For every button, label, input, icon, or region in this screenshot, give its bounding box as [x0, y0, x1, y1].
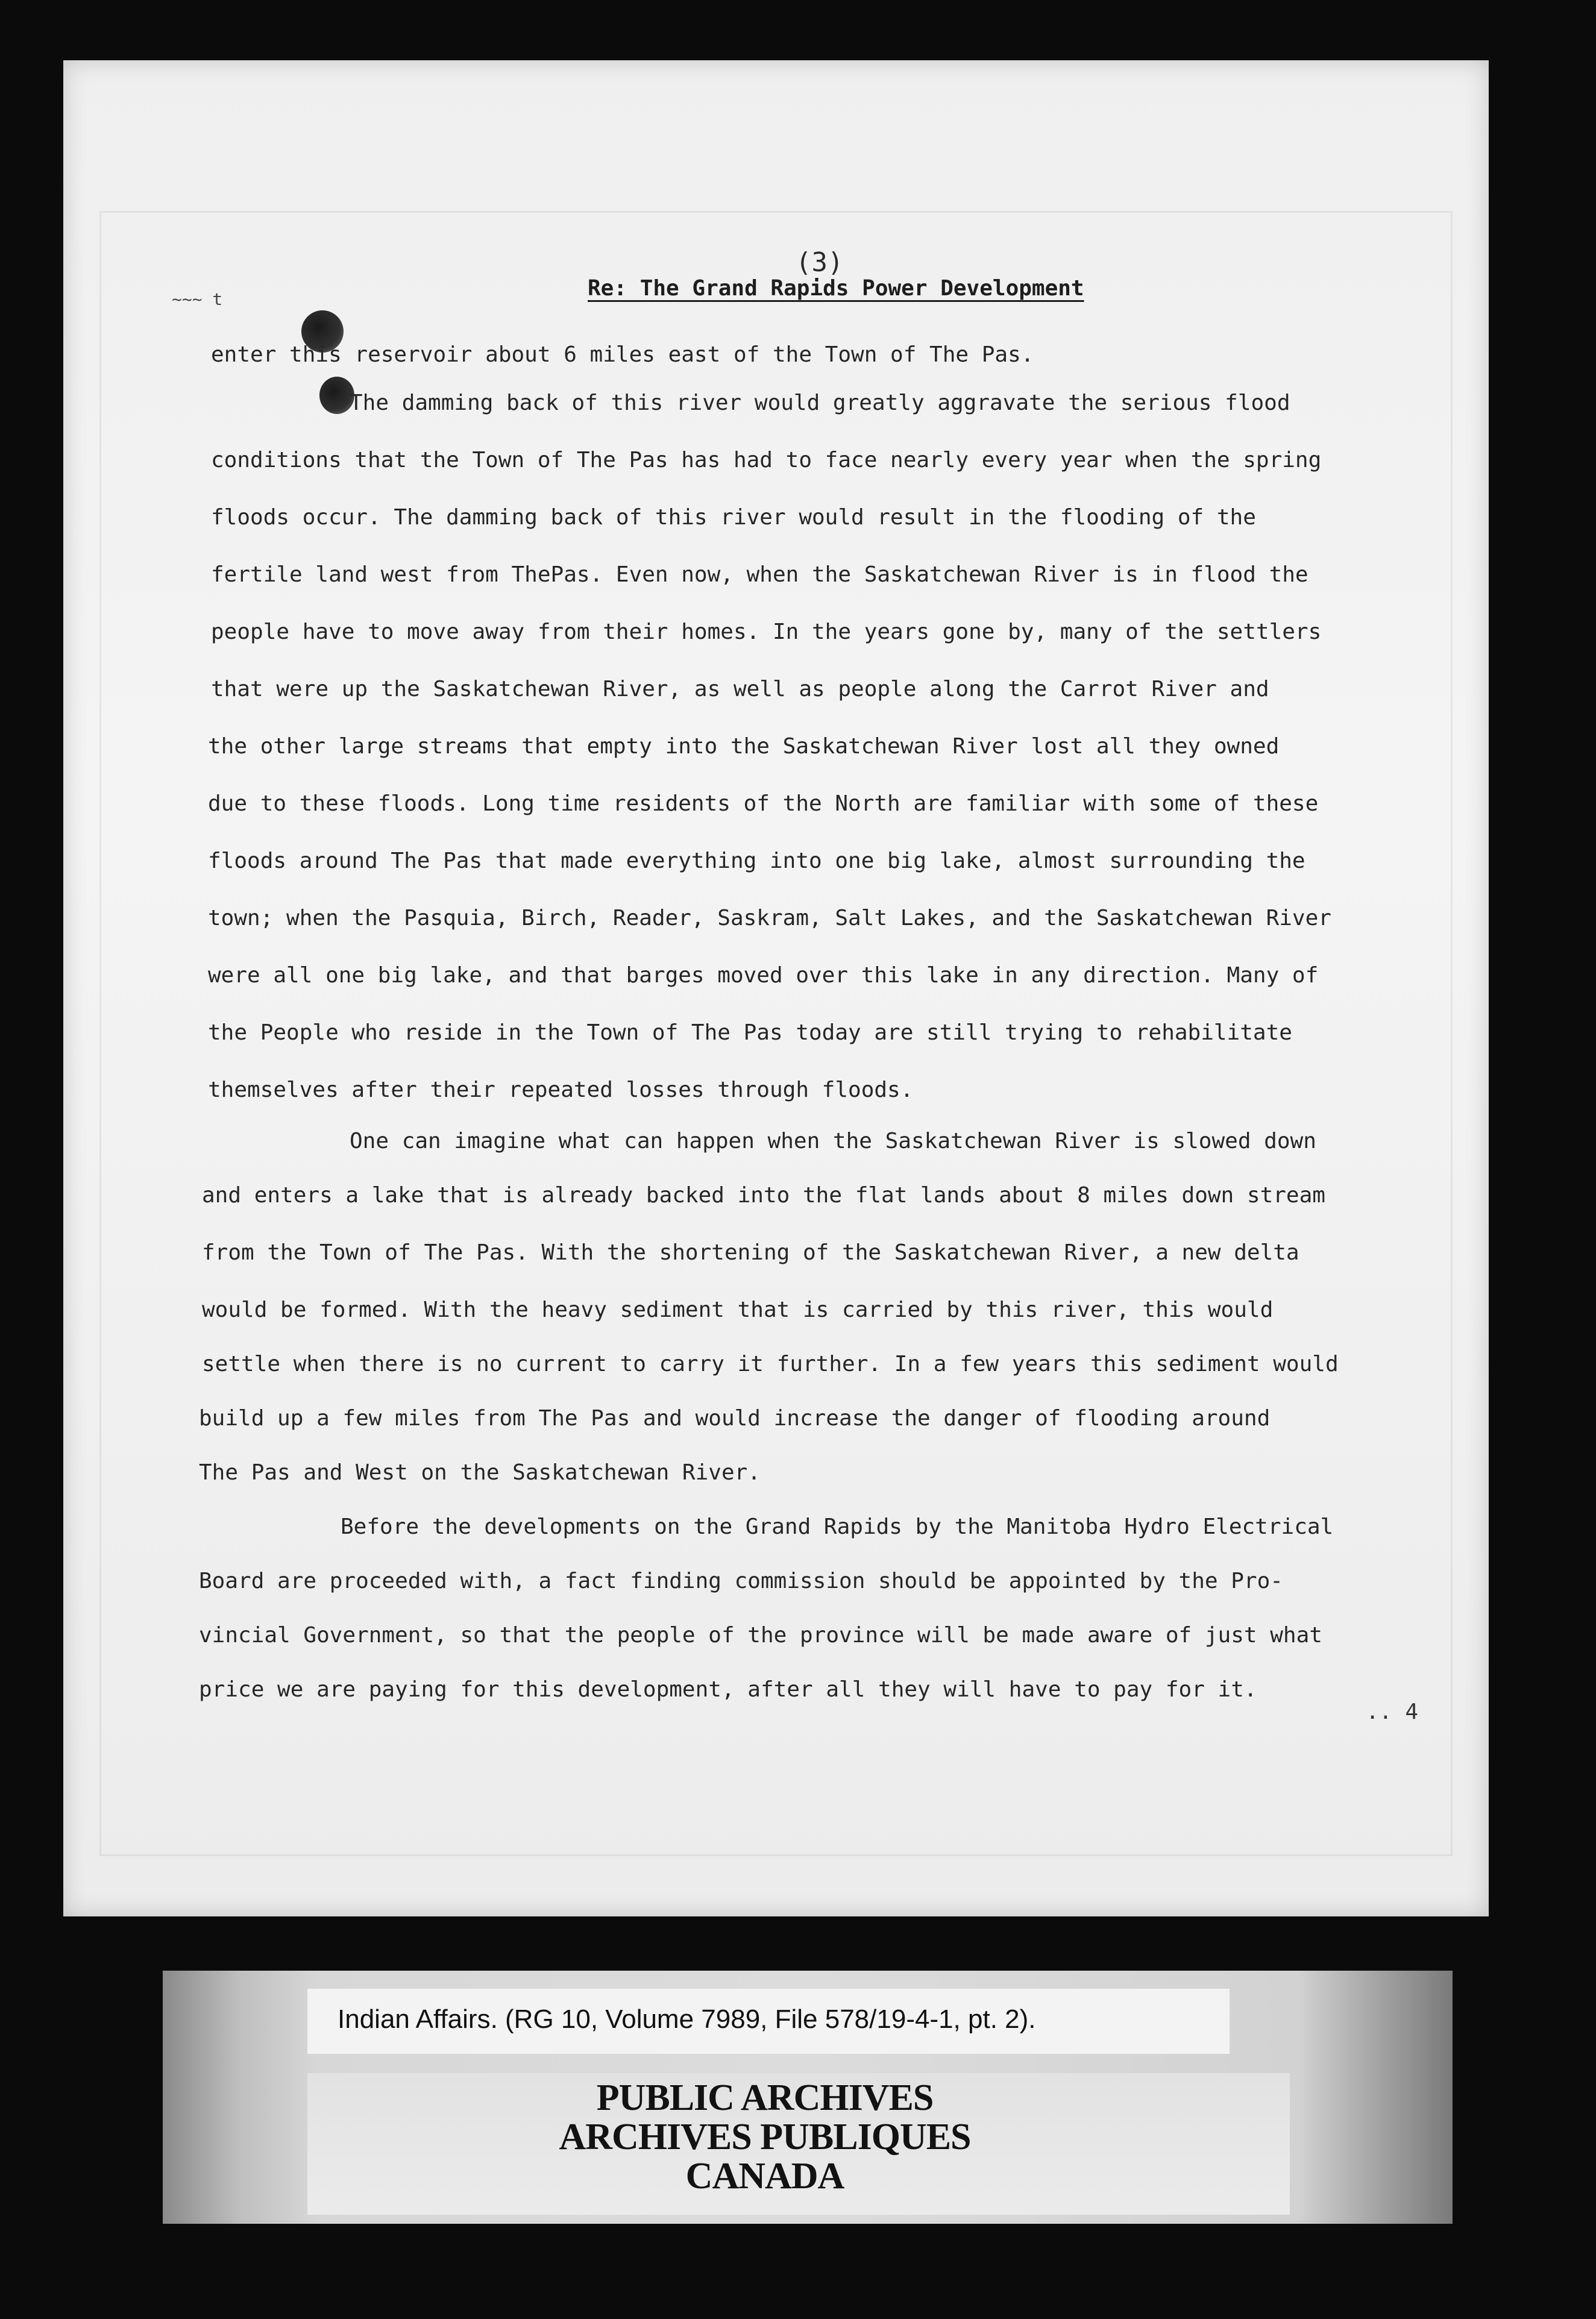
margin-mark: ~~~ t [172, 289, 223, 309]
stamp-line: CANADA [685, 2156, 844, 2197]
document-header: Re: The Grand Rapids Power Development [588, 276, 1084, 301]
text-line: due to these floods. Long time residents of the North are familiar with some of these [208, 791, 1319, 816]
text-line: from the Town of The Pas. With the shortening of the Saskatchewan River, a new delta [202, 1240, 1299, 1265]
archive-reference: Indian Affairs. (RG 10, Volume 7989, File 578/19-4-1, pt. 2). [338, 2004, 1036, 2034]
text-line: vincial Government, so that the people of the province will be made aware of just what [199, 1623, 1322, 1648]
text-line: Board are proceeded with, a fact finding commission should be appointed by the Pro- [199, 1569, 1283, 1593]
text-line: that were up the Saskatchewan River, as well as people along the Carrot River and [211, 677, 1269, 701]
text-line: Before the developments on the Grand Rapids by the Manitoba Hydro Electrical [341, 1514, 1334, 1539]
text-line: price we are paying for this development, after all they will have to pay for it. [199, 1677, 1257, 1702]
text-line: fertile land west from ThePas. Even now, when the Saskatchewan River is in flood the [211, 562, 1309, 587]
text-line: enter this reservoir about 6 miles east of the Town of The Pas. [211, 342, 1034, 367]
text-line: town; when the Pasquia, Birch, Reader, Saskram, Salt Lakes, and the Saskatchewan River [208, 906, 1331, 930]
text-line: build up a few miles from The Pas and would increase the danger of flooding around [199, 1406, 1271, 1431]
text-line: the other large streams that empty into the Saskatchewan River lost all they owned [208, 734, 1280, 759]
text-line: settle when there is no current to carry it further. In a few years this sediment would [202, 1352, 1339, 1376]
text-line: and enters a lake that is already backed into the flat lands about 8 miles down stream [202, 1183, 1325, 1208]
text-line: the People who reside in the Town of The Pas today are still trying to rehabilitate [208, 1020, 1292, 1045]
text-line: One can imagine what can happen when the Saskatchewan River is slowed down [350, 1129, 1316, 1153]
continuation-mark: .. 4 [1366, 1699, 1418, 1724]
text-line: The damming back of this river would greatly aggravate the serious flood [350, 391, 1290, 415]
text-line: floods around The Pas that made everything into one big lake, almost surrounding the [208, 849, 1305, 873]
stamp-line: PUBLIC ARCHIVES [596, 2077, 934, 2118]
stamp-line: ARCHIVES PUBLIQUES [559, 2117, 971, 2157]
text-line: themselves after their repeated losses through floods. [208, 1078, 914, 1102]
page-number: (3) [796, 247, 844, 278]
text-line: conditions that the Town of The Pas has had to face nearly every year when the spring [211, 448, 1322, 472]
text-line: were all one big lake, and that barges moved over this lake in any direction. Many of [208, 963, 1319, 988]
text-line: floods occur. The damming back of this river would result in the flooding of the [211, 505, 1256, 530]
text-line: The Pas and West on the Saskatchewan River. [199, 1460, 761, 1485]
text-line: would be formed. With the heavy sediment that is carried by this river, this would [202, 1298, 1274, 1322]
text-line: people have to move away from their homes. In the years gone by, many of the settlers [211, 620, 1322, 644]
